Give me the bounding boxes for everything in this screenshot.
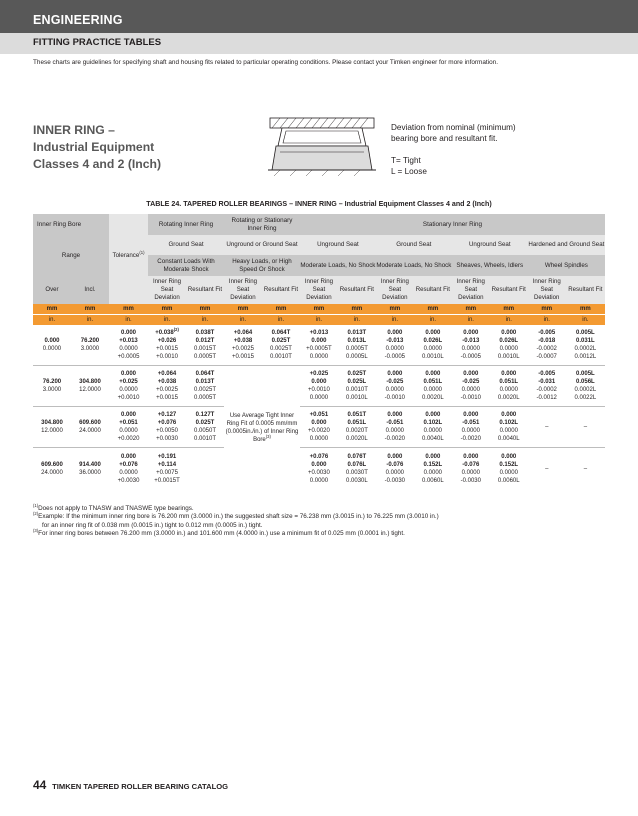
unit-mm: mm	[566, 304, 605, 315]
unit-in: in.	[71, 315, 109, 326]
unit-in: in.	[528, 315, 566, 326]
unit-mm: mm	[71, 304, 109, 315]
header-over: Over	[33, 276, 71, 304]
bearing-cross-section-diagram	[262, 112, 382, 180]
header-seat-deviation: Inner Ring Seat Deviation	[376, 276, 414, 304]
footnote-3: $^{(3)}$For inner ring bores between 76.200 mm (3.0000 in.) and 101.600 mm (4.0000 in.) use a minimum fit of 0.025 mm (0.0001 in.) tight.	[33, 527, 405, 537]
header-condition-6: Wheel Spindles	[528, 255, 605, 276]
legend-tight: T= Tight	[391, 156, 421, 165]
header-resultant-fit: Resultant Fit	[186, 276, 224, 304]
page-title	[33, 122, 253, 173]
legend-loose: L = Loose	[391, 167, 427, 176]
header-stationary: Stationary Inner Ring	[300, 214, 605, 235]
unit-mm: mm	[186, 304, 224, 315]
header-hardened: Hardened and Ground Seat	[528, 235, 605, 255]
section-heading: ENGINEERING	[33, 13, 123, 27]
header-unground-seat-1: Unground Seat	[300, 235, 376, 255]
header-range: Range	[33, 235, 109, 276]
unit-mm: mm	[452, 304, 490, 315]
header-rotating-or-stationary: Rotating or Stationary Inner Ring	[224, 214, 300, 235]
header-resultant-fit: Resultant Fit	[414, 276, 452, 304]
header-resultant-fit: Resultant Fit	[566, 276, 605, 304]
unit-in: in.	[33, 315, 71, 326]
header-rotating: Rotating Inner Ring	[148, 214, 224, 235]
unit-mm: mm	[414, 304, 452, 315]
subsection-heading: FITTING PRACTICE TABLES	[33, 37, 162, 48]
table-row: 0.000 0.0000 76.200 3.0000 0.000 +0.013 0.0000 +0.0005 $+0.038^{(2)}$ +0.026 +0.0015 +0.0010 0.038T 0.012T 0.0015T 0.0005T +0.064 +0.038 +0.0025 +0.0015 0.064T 0.025T 0.0025T 0.0010T +0.013 0.000 +0.0005T 0.0000 0.013T 0.013L 0.0005T 0.0005L 0.000 -0.013 0.0000 -0.0005 0.000 0.026L 0.0000 0.0010L 0.000 -0.013 0.0000 -0.0005 0.000 0.026L 0.0000 0.0010L -0.005 -0.018 -0.0002 -0.0007 0.005L 0.031L 0.0002L 0.0012L	[42, 327, 597, 360]
intro-text: These charts are guidelines for specifying shaft and housing fits related to particular operating conditions. Please contact your Timken engineer for more information.	[33, 59, 498, 66]
unit-in: in.	[262, 315, 300, 326]
sub-banner	[0, 33, 638, 54]
header-unground-seat-2: Unground Seat	[452, 235, 528, 255]
unit-in: in.	[566, 315, 605, 326]
title-line-2: Industrial Equipment	[33, 140, 155, 154]
footnote-1: $^{(1)}$Does not apply to TNASW and TNASWE type bearings.	[33, 502, 194, 512]
unit-in: in.	[414, 315, 452, 326]
header-condition-1: Constant Loads With Moderate Shock	[148, 255, 224, 276]
table-caption: TABLE 24. TAPERED ROLLER BEARINGS – INNER RING – Industrial Equipment Classes 4 and 2 (Inch)	[146, 200, 492, 208]
header-tolerance: Tolerance$^{(1)}$	[109, 235, 148, 276]
title-line-1: INNER RING –	[33, 123, 115, 137]
unit-mm: mm	[300, 304, 338, 315]
top-banner	[0, 0, 638, 33]
average-fit-note: Use Average Tight Inner Ring Fit of 0.0005 mm/mm (0.0005in./in.) of Inner Ring Bore$^{(3)}$	[224, 366, 300, 490]
header-resultant-fit: Resultant Fit	[338, 276, 376, 304]
unit-in: in.	[490, 315, 528, 326]
header-seat-deviation: Inner Ring Seat Deviation	[224, 276, 262, 304]
table-row: 609.600 24.0000 914.400 36.0000 0.000 +0.076 0.0000 +0.0030 +0.191 +0.114 +0.0075 +0.0015T +0.076 0.000 +0.0030 0.0000 0.076T 0.076L 0.0030T 0.0030L 0.000 -0.076 0.0000 -0.0030 0.000 0.152L 0.0000 0.0060L 0.000 -0.076 0.0000 -0.0030 0.000 0.152L 0.0000 0.0060L – –	[33, 448, 605, 490]
unit-in: in.	[452, 315, 490, 326]
legend-line-1: Deviation from nominal (minimum)	[391, 123, 516, 132]
footnotes	[33, 502, 623, 538]
page-number: 44	[33, 778, 47, 792]
header-seat-deviation: Inner Ring Seat Deviation	[148, 276, 186, 304]
fit-legend	[391, 122, 621, 177]
footnote-2: $^{(2)}$Example: If the minimum inner ring bore is 76.200 mm (3.0000 in.) the suggested shaft size = 76.238 mm (3.0015 in.) to 76.225 mm (3.0010 in.)	[33, 511, 439, 521]
header-condition-4: Moderate Loads, No Shock	[376, 255, 452, 276]
title-line-3: Classes 4 and 2 (Inch)	[33, 157, 162, 171]
unit-mm: mm	[109, 304, 148, 315]
header-condition-2: Heavy Loads, or High Speed Or Shock	[224, 255, 300, 276]
header-unground-or-ground: Unground or Ground Seat	[224, 235, 300, 255]
unit-in: in.	[109, 315, 148, 326]
header-condition-5: Sheaves, Wheels, Idlers	[452, 255, 528, 276]
unit-mm: mm	[33, 304, 71, 315]
unit-mm: mm	[490, 304, 528, 315]
header-seat-deviation: Inner Ring Seat Deviation	[300, 276, 338, 304]
header-ground-seat: Ground Seat	[148, 235, 224, 255]
header-seat-deviation: Inner Ring Seat Deviation	[452, 276, 490, 304]
unit-in: in.	[376, 315, 414, 326]
header-ground-seat-2: Ground Seat	[376, 235, 452, 255]
table-row: 76.200 3.0000 304.800 12.0000 0.000 +0.025 0.0000 +0.0010 +0.064 +0.038 +0.0025 +0.0015 0.064T 0.013T 0.0025T 0.0005T Use Average Tight Inner Ring Fit of 0.0005 mm/mm (0.0005in./in.) of Inner Ring Bore$^{(3)}$ +0.025 0.000 +0.0010 0.0000 0.025T 0.025L 0.0010T 0.0010L 0.000 -0.025 0.0000 -0.0010 0.000 0.051L 0.0000 0.0020L 0.000 -0.025 0.0000 -0.0010 0.000 0.051L 0.0000 0.0020L -0.005 -0.031 -0.0002 -0.0012 0.005L 0.056L 0.0002L 0.0022L	[33, 366, 605, 407]
unit-mm: mm	[528, 304, 566, 315]
header-condition-3: Moderate Loads, No Shock	[300, 255, 376, 276]
header-resultant-fit: Resultant Fit	[490, 276, 528, 304]
unit-in: in.	[338, 315, 376, 326]
header-resultant-fit: Resultant Fit	[262, 276, 300, 304]
table-row: 304.800 12.0000 609.600 24.0000 0.000 +0.051 0.0000 +0.0020 +0.127 +0.076 +0.0050 +0.0030 0.127T 0.025T 0.0050T 0.0010T +0.051 0.000 +0.0020 0.0000 0.051T 0.051L 0.0020T 0.0020L 0.000 -0.051 0.0000 -0.0020 0.000 0.102L 0.0000 0.0040L 0.000 -0.051 0.0000 -0.0020 0.000 0.102L 0.0000 0.0040L – –	[33, 407, 605, 448]
unit-mm: mm	[224, 304, 262, 315]
unit-mm: mm	[148, 304, 186, 315]
unit-in: in.	[224, 315, 262, 326]
unit-mm: mm	[262, 304, 300, 315]
page-footer	[33, 778, 228, 792]
header-incl: Incl.	[71, 276, 109, 304]
header-seat-deviation: Inner Ring Seat Deviation	[528, 276, 566, 304]
unit-in: in.	[300, 315, 338, 326]
unit-in: in.	[186, 315, 224, 326]
legend-line-2: bearing bore and resultant fit.	[391, 134, 498, 143]
catalog-name: TIMKEN TAPERED ROLLER BEARING CATALOG	[52, 782, 229, 791]
fit-table	[33, 214, 605, 489]
unit-in: in.	[148, 315, 186, 326]
footnote-2-continued: for an inner ring fit of 0.038 mm (0.0015 in.) tight to 0.012 mm (0.0005 in.) tight.	[42, 521, 263, 529]
header-inner-ring-bore: Inner Ring Bore	[33, 214, 109, 235]
unit-mm: mm	[376, 304, 414, 315]
unit-mm: mm	[338, 304, 376, 315]
